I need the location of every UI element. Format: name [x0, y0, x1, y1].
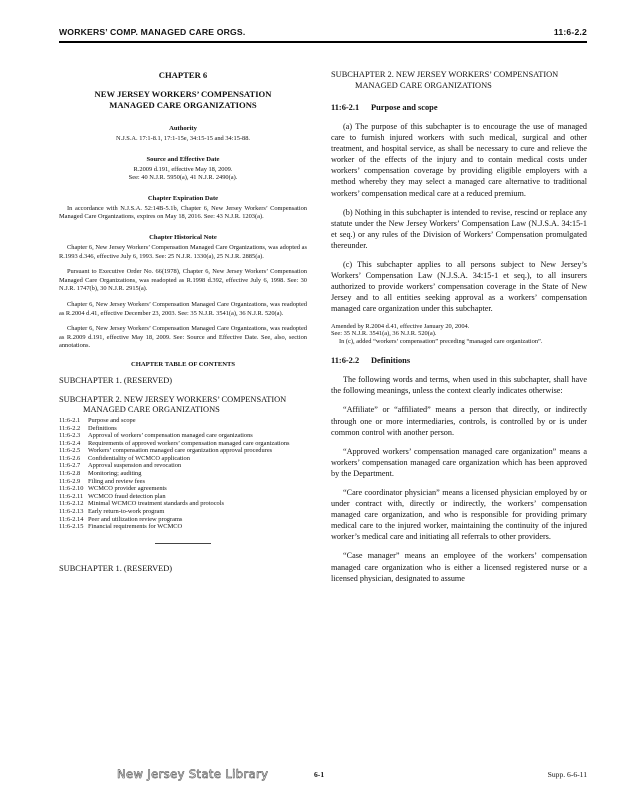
definition: “Case manager” means an employee of the workers’ compensation managed care organization who is either a licensed registered nurse or a licensed physician, designated to assume: [331, 551, 587, 583]
definition: “Care coordinator physician” means a licensed physician employed by or under contract with, directly or indirectly, the workers’ compensation managed care organization, and who is responsible for providing primary medical care to the injured worker, maintaining the continuity of the injured worker’s medical care and initiating all referrals to other providers.: [331, 487, 587, 542]
toc-subchapter-2: SUBCHAPTER 2. NEW JERSEY WORKERS’ COMPENSATION MANAGED CARE ORGANIZATIONS: [59, 394, 287, 414]
toc-item[interactable]: 11:6-2.1 Purpose and scope: [59, 416, 136, 424]
toc-item[interactable]: 11:6-2.12 Minimal WCMCO treatment standards and protocols: [59, 500, 225, 508]
toc-item[interactable]: 11:6-2.11 WCMCO fraud detection plan: [59, 492, 166, 500]
library-watermark: New Jersey State Library: [117, 767, 269, 781]
chapter-label: CHAPTER 6: [158, 70, 208, 80]
header-section: 11:6-2.2: [553, 27, 587, 37]
authority-heading: Authority: [169, 125, 197, 132]
page-number: 6-1: [314, 770, 325, 779]
expiration-heading: Chapter Expiration Date: [147, 194, 219, 202]
history-note: Pursuant to Executive Order No. 66(1978), Chapter 6, New Jersey Workers’ Compensation Managed Care Organizations, was readopted as R.1998 d.392, effective July 6, 1998. See: 30 N.J.R. 1747(b), 30 N.J.R. 2915(a).: [59, 268, 307, 293]
subchapter-1-heading: SUBCHAPTER 1. (RESERVED): [59, 563, 173, 573]
definition: “Affiliate” or “affiliated” means a person that directly, or indirectly through one or more intermediaries, controls, is controlled by or is under common control with another person.: [331, 405, 587, 437]
section-heading: 11:6-2.1 Purpose and scope: [331, 103, 438, 112]
authority-text: N.J.S.A. 17:1-8.1, 17:1-15e, 34:15-15 and 34:15-88.: [115, 135, 251, 142]
history-note: Chapter 6, New Jersey Workers’ Compensation Managed Care Organizations, was readopted as R.2009 d.191, effective May 18, 2009. See: Source and Effective Date. See, also, section annotations.: [59, 325, 307, 350]
toc-item[interactable]: 11:6-2.13 Early return-to-work program: [59, 508, 165, 516]
toc-item[interactable]: 11:6-2.7 Approval suspension and revocation: [59, 462, 182, 470]
toc-item[interactable]: 11:6-2.6 Confidentiality of WCMCO application: [59, 454, 190, 462]
divider: [155, 543, 211, 544]
toc-item[interactable]: 11:6-2.9 Filing and review fees: [59, 477, 145, 485]
definition: “Approved workers’ compensation managed care organization” means a workers’ compensation managed care organization which has been approved by the Department.: [331, 446, 587, 478]
chapter-title: NEW JERSEY WORKERS’ COMPENSATION MANAGED CARE ORGANIZATIONS: [94, 89, 272, 110]
toc-heading: CHAPTER TABLE OF CONTENTS: [130, 360, 236, 368]
toc-item[interactable]: 11:6-2.8 Monitoring; auditing: [59, 470, 142, 478]
paragraph: (b) Nothing in this subchapter is intended to revise, rescind or replace any statute under the New Jersey Workers’ Compensation Law (N.J.S.A. 34:15-1 et seq.) or any rules of the Division of Workers’ Compensation promulgated thereunder.: [331, 207, 587, 250]
paragraph: (a) The purpose of this subchapter is to encourage the use of managed care to furnish injured workers with such medical, surgical and other treatment, and hospital service, as shall be necessary to cure and relieve the worker of the effects of the injury and to contain medical costs under workers’ compensation coverage by providing eligible employers with a method whereby they may select a managed care alternative to traditional workers’ compensation medical care at a reduced premium.: [331, 122, 587, 198]
left-column: [59, 60, 307, 583]
subchapter-2-heading: SUBCHAPTER 2. NEW JERSEY WORKERS’ COMPENSATION MANAGED CARE ORGANIZATIONS: [331, 70, 559, 90]
expiration-text: In accordance with N.J.S.A. 52:14B-5.1b, Chapter 6, New Jersey Workers’ Compensation Managed Care Organizations, expires on May 18, 2016. See: 43 N.J.R. 1203(a).: [59, 204, 307, 221]
toc-subchapter-1: SUBCHAPTER 1. (RESERVED): [59, 375, 173, 385]
toc-item[interactable]: 11:6-2.15 Financial requirements for WCMCO: [59, 523, 183, 531]
paragraph: The following words and terms, when used in this subchapter, shall have the following meanings, unless the context clearly indicates otherwise:: [331, 375, 587, 396]
history-note: Chapter 6, New Jersey Workers’ Compensation Managed Care Organizations, was readopted as R.2004 d.41, effective December 23, 2003. See: 35 N.J.R. 3541(a), 36 N.J.R. 520(a).: [59, 300, 307, 317]
toc-item[interactable]: 11:6-2.10 WCMCO provider agreements: [59, 485, 167, 493]
paragraph: (c) This subchapter applies to all persons subject to New Jersey’s Workers’ Compensation Law (N.J.S.A. 34:15-1 et seq.), to all insurers authorized to provide workers’ compensation coverage in the State of New Jersey and to all entities seeking approval as a workers’ compensation managed care organization under this subchapter.: [331, 260, 587, 314]
right-column: [331, 60, 587, 592]
toc-list: [59, 417, 307, 531]
supplement-date: Supp. 6-6-11: [547, 770, 587, 779]
source-text: R.2009 d.191, effective May 18, 2009. See: 40 N.J.R. 5950(a), 41 N.J.R. 2490(a).: [128, 165, 238, 182]
source-heading: Source and Effective Date: [146, 155, 220, 163]
header-rule: [59, 41, 587, 43]
toc-item[interactable]: 11:6-2.3 Approval of workers’ compensation managed care organizations: [59, 432, 253, 440]
history-note: Chapter 6, New Jersey Workers’ Compensation Managed Care Organizations, was adopted as R.1993 d.346, effective July 6, 1993. See: 25 N.J.R. 1330(a), 25 N.J.R. 2885(a).: [59, 243, 307, 260]
header-title: WORKERS’ COMP. MANAGED CARE ORGS.: [59, 27, 246, 37]
running-header: [59, 27, 587, 39]
amendment-note: Amended by R.2004 d.41, effective January 20, 2004. See: 35 N.J.R. 3541(a), 36 N.J.R. 520(a). In (c), added “workers’ compensation” preceding “managed care organization”.: [331, 322, 543, 346]
toc-item[interactable]: 11:6-2.14 Peer and utilization review programs: [59, 515, 183, 523]
toc-item[interactable]: 11:6-2.2 Definitions: [59, 424, 117, 432]
toc-item[interactable]: 11:6-2.4 Requirements of approved workers’ compensation managed care organizations: [59, 439, 290, 447]
section-heading: 11:6-2.2 Definitions: [331, 356, 411, 366]
toc-item[interactable]: 11:6-2.5 Workers’ compensation managed care organization approval procedures: [59, 447, 273, 455]
history-heading: Chapter Historical Note: [149, 233, 217, 241]
page-footer: [59, 770, 587, 784]
